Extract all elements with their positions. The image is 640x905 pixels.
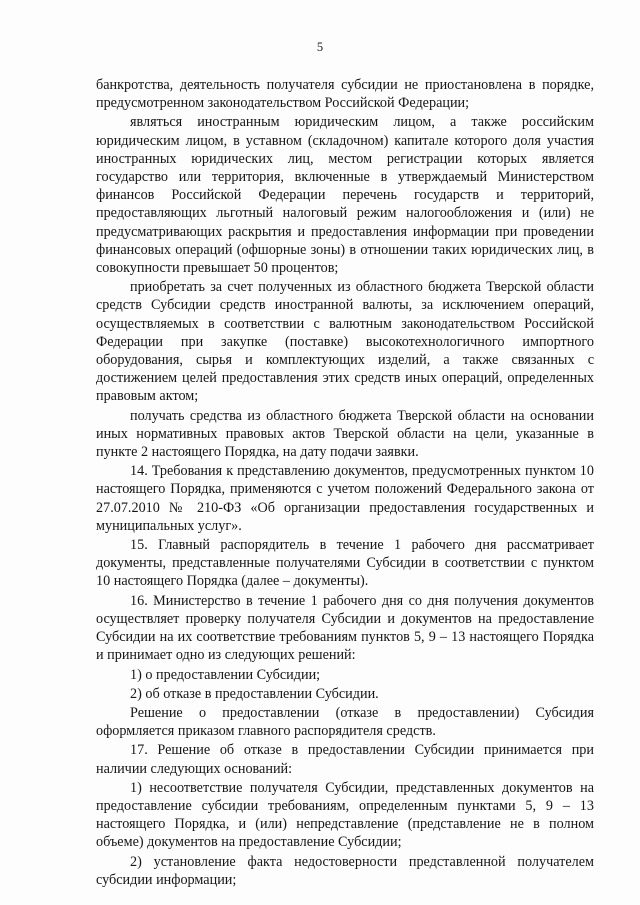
paragraph: 15. Главный распорядитель в течение 1 рабочего дня рассматривает документы, представленные получателями Субсидии в соответствии с пунктом 10 настоящего Порядка (далее – документы).: [96, 537, 594, 590]
paragraph: 1) несоответствие получателя Субсидии, представленных документов на предоставление субсидии требованиям, определенным пунктами 5, 9 – 13 настоящего Порядка, и (или) непредставление (представление не в полном объеме) документов на предоставление Субсидии;: [96, 779, 594, 851]
paragraph: приобретать за счет полученных из областного бюджета Тверской области средств Субсидии средств иностранной валюты, за исключением операций, осуществляемых в соответствии с валютным законодательством Российской Федерации при закупке (поставке) высокотехнологичного импортного оборудования, сырья и комплектующих изделий, а также связанных с достижением целей предоставления этих средств иных операций, определенных правовым актом;: [96, 279, 594, 405]
paragraph: являться иностранным юридическим лицом, а также российским юридическим лицом, в уставном (складочном) капитале которого доля участия иностранных юридических лиц, местом регистрации которых является государство или территория, включенные в утверждаемый Министерством финансов Российской Федерации перечень государств и территорий, предоставляющих льготный налоговый режим налогообложения и (или) не предусматривающих раскрытия и предоставления информации при проведении финансовых операций (офшорные зоны) в отношении таких юридических лиц, в совокупности превышает 50 процентов;: [96, 114, 594, 277]
document-body: [96, 76, 594, 890]
paragraph: 2) установление факта недостоверности представленной получателем субсидии информации;: [96, 853, 594, 888]
paragraph: 2) об отказе в предоставлении Субсидии.: [130, 685, 379, 702]
paragraph: 17. Решение об отказе в предоставлении Субсидии принимается при наличии следующих оснований:: [96, 742, 594, 777]
paragraph: 14. Требования к представлению документов, предусмотренных пунктом 10 настоящего Порядка, применяются с учетом положений Федерального закона от 27.07.2010 № 210-ФЗ «Об организации предоставления государственных и муниципальных услуг».: [96, 463, 594, 534]
paragraph: 16. Министерство в течение 1 рабочего дня со дня получения документов осуществляет проверку получателя Субсидии и документов на предоставление Субсидии на их соответствие требованиям пунктов 5, 9 – 13 настоящего Порядка и принимает одно из следующих решений:: [96, 592, 594, 664]
paragraph: 1) о предоставлении Субсидии;: [130, 666, 321, 683]
paragraph: банкротства, деятельность получателя субсидии не приостановлена в порядке, предусмотренном законодательством Российской Федерации;: [96, 77, 594, 112]
paragraph: Решение о предоставлении (отказе в предоставлении) Субсидия оформляется приказом главного распорядителя средств.: [96, 704, 594, 740]
paragraph: получать средства из областного бюджета Тверской области на основании иных нормативных правовых актов Тверской области на цели, указанные в пункте 2 настоящего Порядка, на дату подачи заявки.: [96, 407, 594, 461]
page-number: 5: [316, 40, 324, 54]
